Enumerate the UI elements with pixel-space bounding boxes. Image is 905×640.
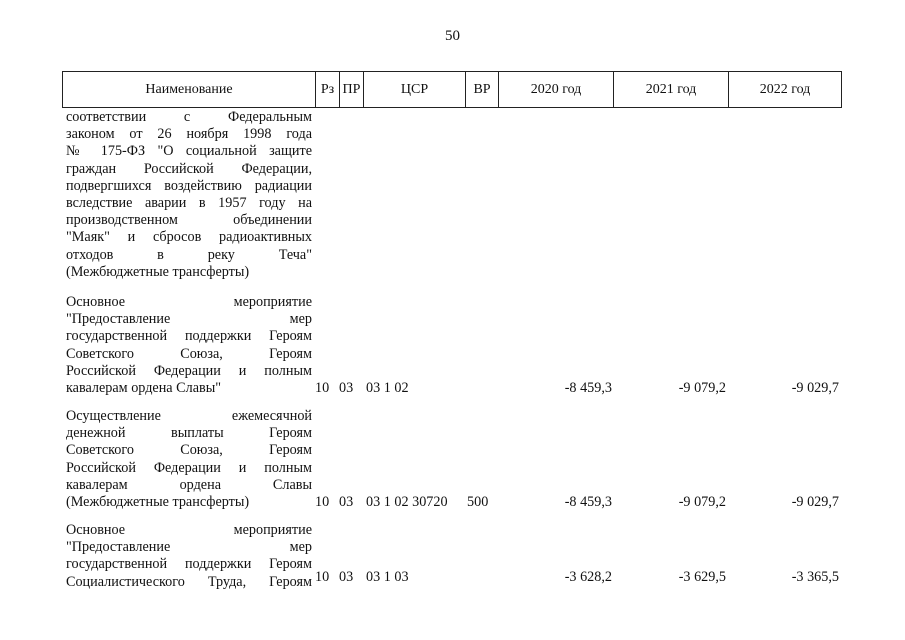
- cell-2022: -9 029,7: [791, 380, 839, 396]
- cell-csr: 03 1 02 30720: [366, 494, 448, 510]
- cell-rz: 10: [315, 494, 330, 510]
- row-name-line: "Предоставление мер: [66, 311, 312, 328]
- cell-rz: 10: [315, 569, 330, 585]
- row-name-line: Основное мероприятие: [66, 294, 312, 310]
- cell-csr: 03 1 03: [366, 569, 409, 585]
- table-header: [62, 71, 842, 108]
- row-name-line: Основное мероприятие: [66, 522, 312, 538]
- column-header-pr: ПР: [340, 72, 364, 107]
- column-header-rz: Рз: [316, 72, 340, 107]
- column-header-2021: 2021 год: [614, 72, 729, 107]
- row-name-line: производственном объединении: [66, 212, 312, 229]
- cell-2021: -3 629,5: [678, 569, 726, 585]
- row-name-line: Российской Федерации и полным: [66, 459, 312, 476]
- row-name-line: "Маяк" и сбросов радиоактивных: [66, 229, 312, 246]
- cell-2020: -8 459,3: [564, 380, 612, 396]
- row-name-line: (Межбюджетные трансферты): [66, 263, 250, 280]
- row-name-line: кавалерам ордена Славы: [66, 476, 312, 493]
- row-name-line: Российской Федерации и полным: [66, 362, 312, 379]
- row-name-line: кавалерам ордена Славы": [66, 380, 222, 397]
- row-name-line: № 175-ФЗ "О социальной защите: [66, 143, 312, 160]
- column-header-2022: 2022 год: [759, 82, 811, 97]
- cell-rz: 10: [315, 380, 330, 396]
- table-row: [66, 294, 312, 397]
- column-header-csr: ЦСР: [364, 72, 466, 107]
- cell-2021: -9 079,2: [678, 494, 726, 510]
- row-name-line: вследствие аварии в 1957 году на: [66, 195, 312, 212]
- row-name-line: государственной поддержки Героям: [66, 328, 312, 345]
- cell-csr: 03 1 02: [366, 380, 409, 396]
- page-number: 50: [445, 28, 460, 44]
- row-name-line: соответствии с Федеральным: [66, 109, 312, 125]
- row-name-line: "Предоставление мер: [66, 539, 312, 556]
- cell-2022: -9 029,7: [791, 494, 839, 510]
- table-row: [66, 522, 312, 591]
- row-name-line: Советского Союза, Героям: [66, 345, 312, 362]
- row-name-line: Социалистического Труда, Героям: [66, 573, 312, 590]
- cell-pr: 03: [339, 494, 354, 510]
- cell-2022: -3 365,5: [791, 569, 839, 585]
- table-row: [66, 109, 312, 281]
- row-name-line: подвергшихся воздействию радиации: [66, 177, 312, 194]
- row-name-line: (Межбюджетные трансферты): [66, 494, 250, 511]
- row-name-line: Советского Союза, Героям: [66, 442, 312, 459]
- row-name-line: законом от 26 ноября 1998 года: [66, 126, 312, 143]
- table-row: [66, 408, 312, 511]
- cell-2020: -8 459,3: [564, 494, 612, 510]
- column-header-2020: 2020 год: [499, 72, 614, 107]
- cell-pr: 03: [339, 380, 354, 396]
- cell-pr: 03: [339, 569, 354, 585]
- cell-2021: -9 079,2: [678, 380, 726, 396]
- column-header-vr: ВР: [466, 72, 499, 107]
- row-name-line: денежной выплаты Героям: [66, 425, 312, 442]
- column-header-name: Наименование: [63, 72, 316, 107]
- row-name-line: Осуществление ежемесячной: [66, 408, 312, 424]
- cell-2020: -3 628,2: [564, 569, 612, 585]
- row-name-line: отходов в реку Теча": [66, 246, 312, 263]
- row-name-line: граждан Российской Федерации,: [66, 160, 312, 177]
- cell-vr: 500: [467, 494, 489, 510]
- row-name-line: государственной поддержки Героям: [66, 556, 312, 573]
